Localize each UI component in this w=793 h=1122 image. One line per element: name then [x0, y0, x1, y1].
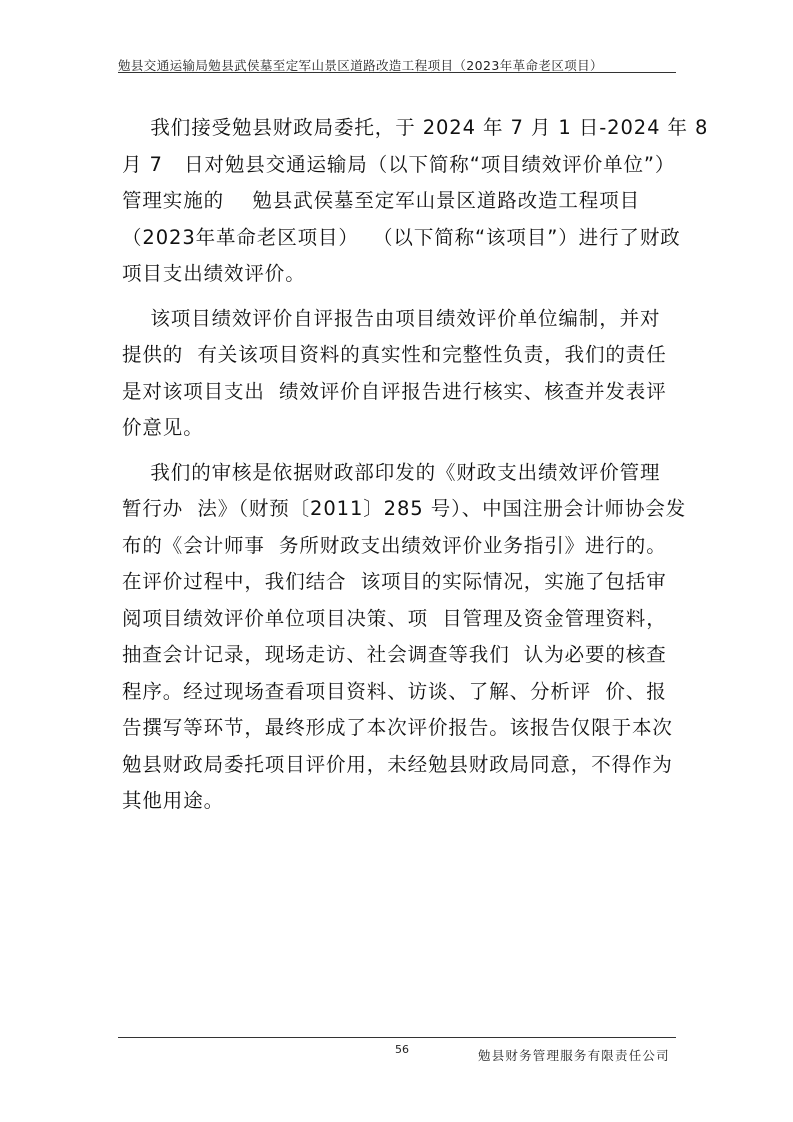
paragraph-line: 管理实施的 勉县武侯墓至定军山景区道路改造工程项目	[122, 189, 640, 212]
document-body	[122, 110, 709, 820]
paragraph-line: 在评价过程中，我们结合 该项目的实际情况，实施了包括审	[122, 570, 667, 593]
paragraph-line: 阅项目绩效评价单位项目决策、项 目管理及资金管理资料，	[122, 606, 667, 630]
page-number: 56	[395, 1043, 409, 1056]
paragraph-line: 告撰写等环节，最终形成了本次评价报告。该报告仅限于本次	[122, 716, 673, 739]
paragraph-line: 项目支出绩效评价。	[122, 262, 306, 285]
paragraph-spacer	[122, 447, 682, 455]
paragraph-line: 我们接受勉县财政局委托，于 2024 年 7 月 1 日-2024 年 8	[122, 116, 709, 139]
paragraph-line: 提供的 有关该项目资料的真实性和完整性负责，我们的责任	[122, 343, 667, 366]
paragraph-3	[122, 455, 687, 820]
header-divider	[118, 72, 676, 73]
paragraph-line: 勉县财政局委托项目评价用，未经勉县财政局同意，不得作为	[122, 752, 673, 776]
paragraph-1	[122, 110, 709, 293]
paragraph-line: 程序。经过现场查看项目资料、访谈、了解、分析评 价、报	[122, 679, 667, 703]
paragraph-line: 其他用途。	[122, 789, 225, 812]
paragraph-line: （2023年革命老区项目） （以下简称“该项目”）进行了财政	[122, 225, 681, 249]
paragraph-line: 价意见。	[122, 416, 204, 439]
paragraph-line: 抽查会计记录，现场走访、社会调查等我们 认为必要的核查	[122, 643, 667, 666]
paragraph-line: 是对该项目支出 绩效评价自评报告进行核实、核查并发表评	[122, 379, 667, 403]
paragraph-spacer	[122, 293, 682, 301]
paragraph-line: 该项目绩效评价自评报告由项目绩效评价单位编制，并对	[122, 306, 661, 330]
paragraph-line: 布的《会计师事 务所财政支出绩效评价业务指引》进行的。	[122, 533, 667, 557]
paragraph-2	[122, 301, 682, 447]
running-header-title: 勉县交通运输局勉县武侯墓至定军山景区道路改造工程项目（2023年革命老区项目）	[118, 58, 603, 73]
footer-divider	[118, 1037, 676, 1038]
paragraph-line: 月 7 日对勉县交通运输局（以下简称“项目绩效评价单位”）	[122, 152, 676, 176]
footer-company-name: 勉县财务管理服务有限责任公司	[478, 1048, 670, 1063]
paragraph-line: 我们的审核是依据财政部印发的《财政支出绩效评价管理	[122, 460, 661, 484]
paragraph-line: 暂行办 法》（财预〔2011〕285 号）、中国注册会计师协会发	[122, 497, 687, 520]
